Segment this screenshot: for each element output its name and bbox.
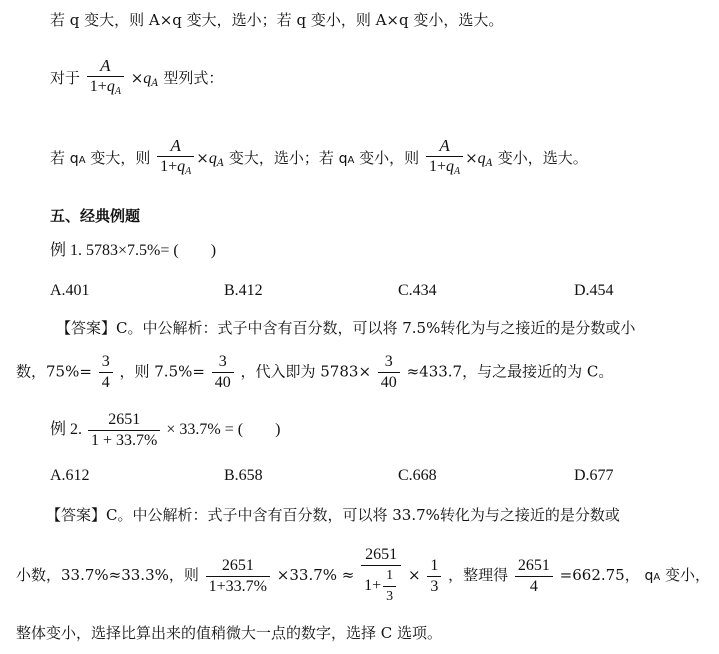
rule-line-1: 若 q 变大，则 A×q 变大，选小；若 q 变小，则 A×q 变小，选大。 (50, 11, 504, 29)
nested-fraction-1-3 (383, 566, 396, 607)
example-1-answer-line-1: 【答案】C。中公解析：式子中含有百分数，可以将 7.5%转化为与之接近的是分数或小 (56, 319, 636, 337)
fraction-denominator: 40 (214, 374, 231, 391)
fraction-3-40 (378, 352, 400, 393)
fraction-denominator: 3 (386, 589, 394, 604)
line3-p5: 变小，选大。 (497, 149, 588, 167)
fraction-denominator: 1 + 33.7% (91, 432, 158, 449)
fraction-numerator: 2651 (361, 545, 401, 566)
q-var-sub: A (216, 158, 225, 169)
fraction-denominator: 4 (529, 577, 538, 595)
rule-line-2-suffix: 型列式： (163, 69, 224, 87)
answer-text: 小数，33.7%≈33.3%，则 (16, 566, 199, 584)
rule-line-2 (50, 56, 223, 102)
fraction-denominator: 40 (380, 374, 397, 391)
fraction-numerator: 1 (427, 556, 441, 577)
fraction-numerator: 1 (383, 566, 396, 587)
fraction-a-over-1-plus-qa (87, 56, 124, 102)
fraction-expr-1 (157, 136, 194, 182)
times-sign: × (130, 69, 144, 87)
rule-line-3 (50, 136, 588, 182)
fraction-denominator (426, 157, 463, 182)
example-2-option-a: A.612 (50, 467, 90, 484)
fraction-numerator: 3 (99, 352, 113, 373)
fraction-2651-over-1-plus-1-3 (361, 545, 401, 607)
q-var: q (143, 70, 152, 87)
answer-text: ，整理得 (448, 566, 509, 584)
line3-p3: 变大，选小；若 (228, 149, 334, 167)
qa-symbol-2: qA (338, 151, 355, 167)
den-prefix: 1+ (160, 158, 178, 175)
qa-symbol-3: qA (644, 568, 661, 584)
fraction-numerator: 2651 (88, 410, 160, 431)
fraction-2651-over-4 (515, 556, 553, 597)
fraction-numerator: 3 (212, 352, 234, 373)
den-var: q (106, 78, 115, 95)
rule-line-2-prefix: 对于 (50, 69, 81, 87)
q-var: q (477, 150, 486, 167)
answer-text: 变小， (665, 566, 711, 584)
fraction-denominator (87, 77, 124, 102)
example-2-option-d: D.677 (574, 467, 614, 484)
example-2-answer-line-2 (16, 545, 710, 607)
example-2-answer-line-3: 整体变小，选择比算出来的值稍微大一点的数字，选择 C 选项。 (16, 624, 443, 642)
fraction-1-3 (427, 556, 441, 597)
example-2-option-c: C.668 (398, 467, 437, 484)
example-1-answer-line-2 (16, 352, 613, 393)
den-var: q (445, 158, 454, 175)
example-2-answer-line-1: 【答案】C。中公解析：式子中含有百分数，可以将 33.7%转化为与之接近的是分数或 (46, 506, 620, 524)
example-1-question: 例 1. 5783×7.5%= ( ) (50, 242, 217, 259)
times-sign: × (465, 149, 478, 167)
den-prefix: 1+ (428, 158, 446, 175)
answer-text: ，代入即为 5783× (240, 362, 372, 381)
answer-text: =662.75， (559, 566, 640, 584)
q-var: q (208, 150, 217, 167)
fraction-3-4 (99, 352, 113, 393)
fraction-2651-over-1-33-7 (206, 556, 270, 597)
section-title: 五、经典例题 (50, 207, 141, 225)
example-1-option-a: A.401 (50, 282, 90, 299)
q-var-sub: A (151, 78, 159, 89)
example-2-question (50, 410, 280, 451)
fraction-numerator: A (157, 136, 194, 157)
times-sign: × (196, 149, 209, 167)
example-2-option-b: B.658 (224, 467, 263, 484)
den-prefix: 1+ (364, 577, 382, 595)
example-1-option-b: B.412 (224, 282, 263, 299)
line3-p4: 变小，则 (359, 149, 420, 167)
fraction-expr-2 (426, 136, 463, 182)
fraction-numerator: 2651 (206, 556, 270, 577)
example-1-option-d: D.454 (574, 282, 614, 299)
fraction-denominator: 3 (430, 577, 439, 595)
answer-text: ×33.7% ≈ (276, 566, 355, 584)
fraction-numerator: A (87, 56, 124, 77)
line3-p2: 变大，则 (90, 149, 151, 167)
line3-p1: 若 (50, 149, 66, 167)
fraction-denominator: 1+33.7% (208, 577, 268, 595)
den-var-sub: A (185, 166, 192, 177)
fraction-denominator (157, 157, 194, 182)
fraction-2651-over-1-plus-33-7 (88, 410, 160, 451)
answer-text: 数，75%= (16, 362, 92, 381)
fraction-denominator (361, 566, 401, 607)
answer-text: ，则 7.5%= (119, 362, 205, 381)
answer-text: ≈433.7，与之最接近的为 C。 (406, 362, 614, 381)
den-var-sub: A (114, 86, 121, 97)
question-tail: × 33.7% = ( ) (166, 421, 281, 439)
q-var-sub: A (485, 158, 493, 169)
example-label: 例 2. (50, 421, 83, 439)
fraction-numerator: 2651 (515, 556, 553, 577)
den-var-sub: A (453, 166, 461, 177)
example-1-option-c: C.434 (398, 282, 437, 299)
den-var: q (177, 158, 186, 175)
fraction-3-40 (212, 352, 234, 393)
den-prefix: 1+ (89, 78, 107, 95)
fraction-numerator: 3 (378, 352, 400, 373)
qa-symbol-1: qA (69, 151, 86, 167)
fraction-denominator: 4 (101, 374, 110, 391)
fraction-numerator: A (426, 136, 463, 157)
answer-text: × (407, 566, 421, 584)
